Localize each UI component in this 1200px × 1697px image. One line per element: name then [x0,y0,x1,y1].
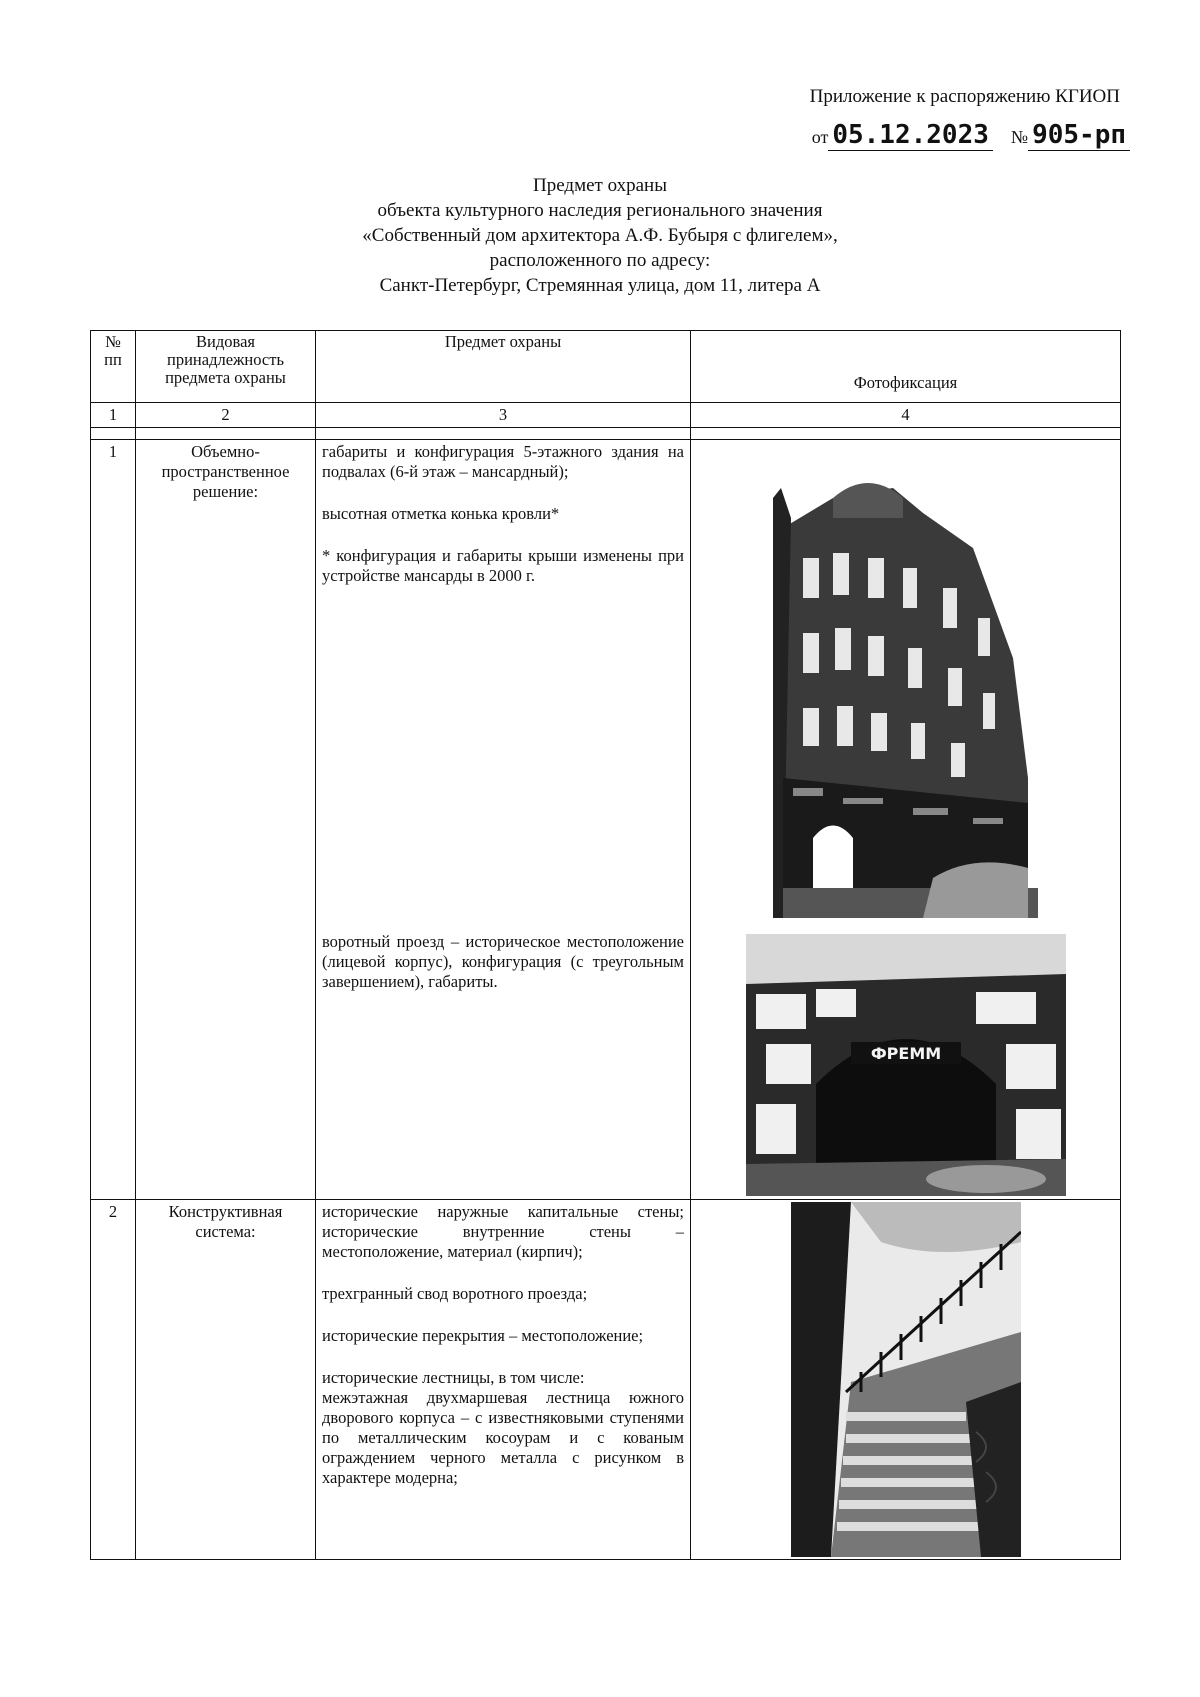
title-line-4: расположенного по адресу: [489,250,711,271]
row-2-category: Конструктивная система: [136,1200,316,1560]
gateway-arch-photo [746,934,1066,1196]
row-1-number: 1 [91,440,136,1200]
row-1-subject-b [316,930,691,1200]
subject-item: межэтажная двухмаршевая лестница южного дворового корпуса – с известняковыми ступенями по металлическим косоурам и с кованым ограждением черного металла с рисунком в характере модерна; [322,1388,684,1487]
subject-item: высотная отметка конька кровли* [322,504,560,523]
date-prefix: от [811,127,829,147]
appendix-label: Приложение к распоряжению КГИОП [809,86,1120,107]
order-reference [770,120,1130,150]
header-photo: Фотофиксация [691,331,1121,403]
order-number: 905-рп [1028,120,1130,151]
header-number: № пп [91,331,136,403]
building-facade-photo [773,458,1038,918]
title-line-2: объекта культурного наследия регионального значения [377,200,823,221]
column-number-row [91,403,1121,428]
row-1-subject-a [316,440,691,930]
header-subject: Предмет охраны [316,331,691,403]
subject-item: исторические лестницы, в том числе: [322,1368,585,1387]
subject-item: воротный проезд – историческое местоположение (лицевой корпус), конфигурация (с треугольным завершением), габариты. [322,931,684,991]
row-2-photo-cell [691,1200,1121,1560]
row-2-number: 2 [91,1200,136,1560]
col-number-2: 2 [136,403,316,428]
table-row [91,1200,1121,1560]
subject-item: трехгранный свод воротного проезда; [322,1284,588,1303]
subject-item: габариты и конфигурация 5-этажного здания на подвалах (6-й этаж – мансардный); [322,442,684,481]
staircase-photo [791,1202,1021,1557]
subject-item: исторические перекрытия – местоположение; [322,1326,644,1345]
number-prefix: № [1010,127,1029,147]
col-number-3: 3 [316,403,691,428]
title-line-5: Санкт-Петербург, Стремянная улица, дом 11, литера А [379,275,821,296]
row-2-subject [316,1200,691,1560]
subject-footnote: * конфигурация и габариты крыши изменены при устройстве мансарды в 2000 г. [322,546,684,585]
row-1-photo-cell-b [691,930,1121,1200]
gateway-sign-text: ФРЕММ [870,1043,941,1063]
table-row [91,440,1121,930]
document-title [250,173,950,298]
subject-item: исторические наружные капитальные стены; исторические внутренние стены – местоположение, материал (кирпич); [322,1202,684,1261]
title-line-1: Предмет охраны [533,175,667,196]
order-date: 05.12.2023 [828,120,993,151]
row-1-photo-cell-a [691,440,1121,930]
spacer-row [91,428,1121,440]
title-line-3: «Собственный дом архитектора А.Ф. Бубыря с флигелем», [362,225,838,246]
col-number-4: 4 [691,403,1121,428]
table-header-row [91,331,1121,403]
row-1-category: Объемно-пространственное решение: [136,440,316,1200]
col-number-1: 1 [91,403,136,428]
protection-subject-table [90,330,1121,1560]
header-category: Видовая принадлежность предмета охраны [136,331,316,403]
